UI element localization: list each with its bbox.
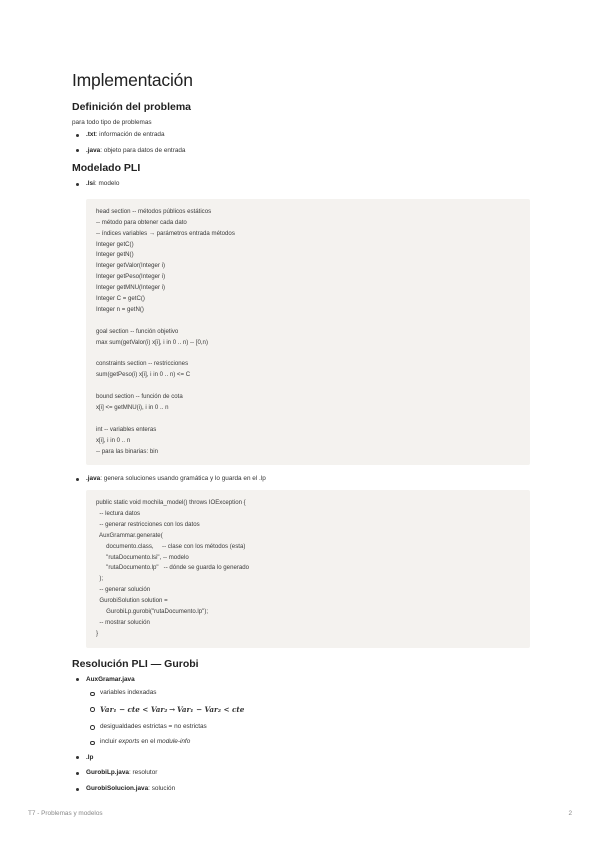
- item-desc: : solución: [148, 785, 176, 793]
- page-footer: [28, 810, 572, 817]
- code-line: int -- variables enteras: [96, 425, 157, 433]
- code-line: goal section -- función objetivo: [96, 327, 179, 335]
- item-name: .lsi: [86, 180, 95, 188]
- item-name: AuxGramar.java: [86, 675, 135, 683]
- code-line: -- método para obtener cada dato: [96, 218, 187, 226]
- code-line: -- lectura datos: [96, 509, 141, 517]
- code-line: x[i], i in 0 .. n: [96, 436, 131, 444]
- code-line: bound section -- función de cota: [96, 393, 183, 401]
- math-left: Var₁ − cte < Var₂: [100, 704, 168, 714]
- code-line: [96, 349, 518, 360]
- item-desc: : modelo: [94, 180, 120, 188]
- code-line: GurobiSolution solution =: [96, 597, 168, 605]
- code-line: public static void mochila_model() throws IOException {: [96, 499, 246, 507]
- list-item: [72, 147, 530, 156]
- math-arrow: →: [169, 704, 176, 714]
- code-line: -- generar restricciones con los datos: [96, 520, 200, 528]
- item-name: .java: [86, 475, 101, 483]
- definicion-list: [72, 131, 530, 155]
- list-item: [72, 754, 530, 763]
- item-desc: : objeto para datos de entrada: [100, 146, 186, 154]
- sub-list: [86, 689, 530, 747]
- modelado-list-java: [72, 475, 530, 484]
- code-line: -- mostrar solución: [96, 618, 150, 626]
- code-line: constraints section -- restricciones: [96, 360, 189, 368]
- code-line: Integer getC(): [96, 240, 134, 248]
- exports-pre: incluir: [100, 738, 119, 746]
- exports-mid: en el: [139, 738, 157, 746]
- item-name: .java: [86, 146, 101, 154]
- code-line: -- generar solución: [96, 586, 151, 594]
- list-item: [72, 131, 530, 140]
- footer-title: T7 - Problemas y modelos: [28, 810, 103, 817]
- list-item: [72, 180, 530, 189]
- code-line: -- para las binarias: bin: [96, 447, 158, 455]
- code-line: head section -- métodos públicos estáticos: [96, 207, 212, 215]
- list-item: [72, 769, 530, 778]
- exports-em2: module-info: [156, 738, 191, 746]
- page-content: [72, 70, 530, 801]
- list-item: [86, 738, 530, 747]
- list-item: [86, 705, 530, 716]
- code-block-lsi: [86, 199, 530, 465]
- item-desc: : información de entrada: [95, 131, 165, 138]
- code-line: );: [96, 575, 104, 583]
- math-right: Var₁ − Var₂ < cte: [176, 704, 245, 714]
- code-line: Integer getValor(Integer i): [96, 262, 165, 270]
- code-line: AuxGrammar.generate(: [96, 531, 163, 539]
- item-name: .txt: [86, 131, 96, 138]
- code-line: Integer C = getC(): [96, 295, 145, 303]
- list-item: variables indexadas: [86, 689, 530, 698]
- heading-definicion: Definición del problema: [72, 101, 192, 113]
- code-line: GurobiLp.gurobi("rutaDocumento.lp");: [96, 607, 209, 615]
- page-title: Implementación: [72, 70, 193, 90]
- modelado-list: [72, 180, 530, 189]
- code-line: [96, 316, 518, 327]
- item-name: GurobiLp.java: [86, 769, 129, 777]
- list-item: [72, 475, 530, 484]
- code-line: Integer getMNU(Integer i): [96, 284, 166, 292]
- item-name: .lp: [86, 753, 94, 761]
- code-line: }: [96, 629, 99, 637]
- code-line: Integer getN(): [96, 251, 134, 259]
- exports-em: exports: [118, 738, 140, 746]
- code-block-java: [86, 490, 530, 648]
- code-line: documento.class, -- clase con los métodos (esta): [96, 542, 246, 550]
- heading-resolucion: Resolución PLI — Gurobi: [72, 657, 199, 670]
- code-line: "rutaDocumento.lp" -- dónde se guarda lo generado: [96, 564, 250, 572]
- list-item: [72, 676, 530, 747]
- item-name: GurobiSolucion.java: [86, 785, 149, 793]
- code-line: [96, 381, 518, 392]
- code-line: Integer n = getN(): [96, 305, 144, 313]
- item-desc: : resolutor: [128, 769, 158, 777]
- code-line: Integer getPeso(Integer i): [96, 273, 166, 281]
- page-number: 2: [568, 810, 572, 817]
- code-line: max sum(getValor(i) x[i], i in 0 .. n) -- [0,n): [96, 338, 208, 346]
- resolucion-list: [72, 676, 530, 794]
- code-line: -- índices variables → parámetros entrada métodos: [96, 229, 235, 237]
- list-item: desigualdades estrictas = no estrictas: [86, 723, 530, 732]
- list-item: [72, 785, 530, 794]
- code-line: [96, 414, 518, 425]
- code-line: x[i] <= getMNU(i), i in 0 .. n: [96, 403, 169, 411]
- code-line: "rutaDocumento.lsi", -- modelo: [96, 553, 189, 561]
- heading-modelado: Modelado PLI: [72, 162, 141, 175]
- code-line: sum(getPeso(i) x[i], i in 0 .. n) <= C: [96, 371, 191, 379]
- definicion-text: para todo tipo de problemas: [72, 119, 152, 126]
- item-desc: : genera soluciones usando gramática y lo guarda en el .lp: [100, 475, 266, 483]
